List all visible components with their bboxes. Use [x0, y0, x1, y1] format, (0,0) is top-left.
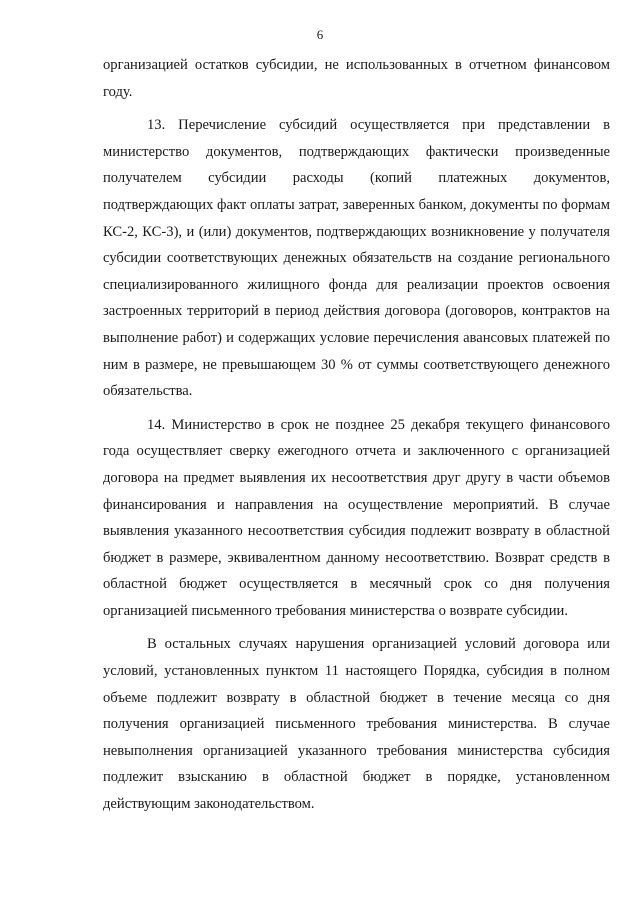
paragraph-clause-13: 13. Перечисление субсидий осуществляется при представлении в министерство документов, подтверждающих фактически произведенные получателем субсидии расходы (копий платежных документов, подтверждающих факт оплаты затрат, заверенных банком, документы по формам КС-2, КС-3), и (или) документов, подтверждающих возникновение у получателя субсидии соответствующих денежных обязательств на создание регионального специализированного жилищного фонда для реализации проектов освоения застроенных территорий в период действия договора (договоров, контрактов на выполнение работ) и содержащих условие перечисления авансовых платежей по ним в размере, не превышающем 30 % от суммы соответствующего денежного обязательства. [103, 117, 610, 400]
paragraph-continuation: организацией остатков субсидии, не использованных в отчетном финансовом году. [103, 57, 610, 100]
page-number: 6 [316, 27, 324, 42]
document-body [103, 52, 610, 818]
paragraph-other-cases: В остальных случаях нарушения организацией условий договора или условий, установленных пунктом 11 настоящего Порядка, субсидия в полном объеме подлежит возврату в областной бюджет в течение месяца со дня получения организацией письменного требования министерства. В случае невыполнения организацией указанного требования министерства субсидия подлежит взысканию в областной бюджет в порядке, установленном действующим законодательством. [103, 636, 610, 813]
paragraph-clause-14: 14. Министерство в срок не позднее 25 декабря текущего финансового года осуществляет сверку ежегодного отчета и заключенного с организацией договора на предмет выявления их несоответствия друг другу в части объемов финансирования и направления на осуществление мероприятий. В случае выявления указанного несоответствия субсидия подлежит возврату в областной бюджет в размере, эквивалентном данному несоответствию. Возврат средств в областной бюджет осуществляется в месячный срок со дня получения организацией письменного требования министерства о возврате субсидии. [103, 416, 610, 619]
